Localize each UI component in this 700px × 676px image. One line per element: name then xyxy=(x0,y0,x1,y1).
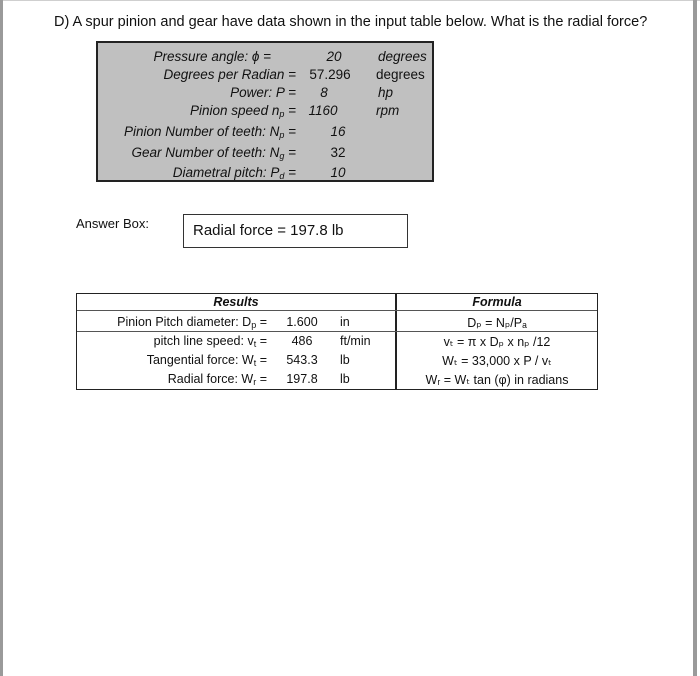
input-value: 20 xyxy=(326,49,342,64)
result-unit: ft/min xyxy=(340,334,371,348)
label-end: = xyxy=(256,334,267,348)
label-subscript: t xyxy=(253,339,257,349)
input-row-gear-teeth xyxy=(98,145,436,163)
input-label: Degrees per Radian = xyxy=(163,67,296,82)
result-label-tangential-force xyxy=(147,353,267,368)
formula-tangential-force: Wₜ = 33,000 x P / vₜ xyxy=(442,354,552,368)
input-value: 16 xyxy=(330,124,346,139)
result-label-pitch-diameter xyxy=(117,315,267,330)
input-table xyxy=(96,41,434,182)
input-row-pinion-teeth xyxy=(98,124,436,142)
formula-pitch-diameter: Dₚ = Nₚ/Pₐ xyxy=(467,316,527,330)
formula-header: Formula xyxy=(472,295,522,309)
input-unit: rpm xyxy=(376,103,400,118)
label-main: Diametral pitch: P xyxy=(172,165,280,180)
label-subscript: d xyxy=(279,171,285,181)
label-main: Pinion Pitch diameter: D xyxy=(117,315,252,329)
result-value: 486 xyxy=(291,334,313,348)
results-table xyxy=(76,293,598,390)
input-row-pressure-angle xyxy=(98,49,436,67)
result-unit: lb xyxy=(340,353,350,367)
label-subscript: p xyxy=(279,109,285,119)
answer-text: Radial force = 197.8 lb xyxy=(193,222,344,239)
row-divider xyxy=(77,331,597,332)
input-label xyxy=(132,145,296,161)
result-value: 543.3 xyxy=(286,353,318,367)
answer-box-label: Answer Box: xyxy=(76,216,149,231)
top-border xyxy=(0,0,700,1)
label-main: Pinion speed n xyxy=(190,103,280,118)
label-subscript: p xyxy=(251,320,257,330)
label-main: Pinion Number of teeth: N xyxy=(124,124,280,139)
input-unit: degrees xyxy=(378,49,427,64)
result-value: 1.600 xyxy=(286,315,318,329)
input-label xyxy=(173,165,296,181)
input-label: Power: P = xyxy=(230,85,296,100)
label-end: = xyxy=(256,353,267,367)
results-header: Results xyxy=(213,295,259,309)
label-end: = xyxy=(284,103,296,118)
label-subscript: g xyxy=(279,151,285,161)
question-text: D) A spur pinion and gear have data shown in the input table below. What is the radial force? xyxy=(54,14,648,30)
input-value: 1160 xyxy=(308,103,338,118)
input-label xyxy=(190,103,296,119)
input-label xyxy=(124,124,296,140)
input-unit: hp xyxy=(378,85,394,100)
label-end: = xyxy=(284,165,296,180)
label-subscript: p xyxy=(279,130,285,140)
label-end: = xyxy=(256,315,267,329)
result-unit: lb xyxy=(340,372,350,386)
input-row-power xyxy=(98,85,436,103)
input-row-degrees-per-radian xyxy=(98,67,436,85)
formula-pitch-line-speed: vₜ = π x Dₚ x nₚ /12 xyxy=(443,335,551,349)
input-unit: degrees xyxy=(376,67,425,82)
label-end: = xyxy=(284,124,296,139)
input-label: Pressure angle: ϕ = xyxy=(153,49,271,64)
result-unit: in xyxy=(340,315,350,329)
input-value: 57.296 xyxy=(309,67,351,82)
input-row-pinion-speed xyxy=(98,103,436,121)
label-end: = xyxy=(256,372,267,386)
input-value: 10 xyxy=(330,165,346,180)
label-main: Gear Number of teeth: N xyxy=(131,145,280,160)
header-divider xyxy=(77,310,597,311)
label-main: pitch line speed: v xyxy=(153,334,254,348)
label-main: Tangential force: W xyxy=(146,353,254,367)
label-subscript: t xyxy=(253,358,257,368)
right-page-border xyxy=(693,0,697,676)
answer-box[interactable] xyxy=(183,214,408,248)
label-end: = xyxy=(284,145,296,160)
label-main: Radial force: W xyxy=(167,372,254,386)
result-label-pitch-line-speed xyxy=(154,334,267,349)
label-subscript: r xyxy=(253,377,257,387)
input-row-diametral-pitch xyxy=(98,165,436,183)
input-value: 32 xyxy=(330,145,346,160)
result-label-radial-force xyxy=(168,372,267,387)
formula-radial-force: Wᵣ = Wₜ tan (φ) in radians xyxy=(425,373,569,387)
input-value: 8 xyxy=(320,85,328,100)
result-value: 197.8 xyxy=(286,372,318,386)
left-page-border xyxy=(0,0,3,676)
